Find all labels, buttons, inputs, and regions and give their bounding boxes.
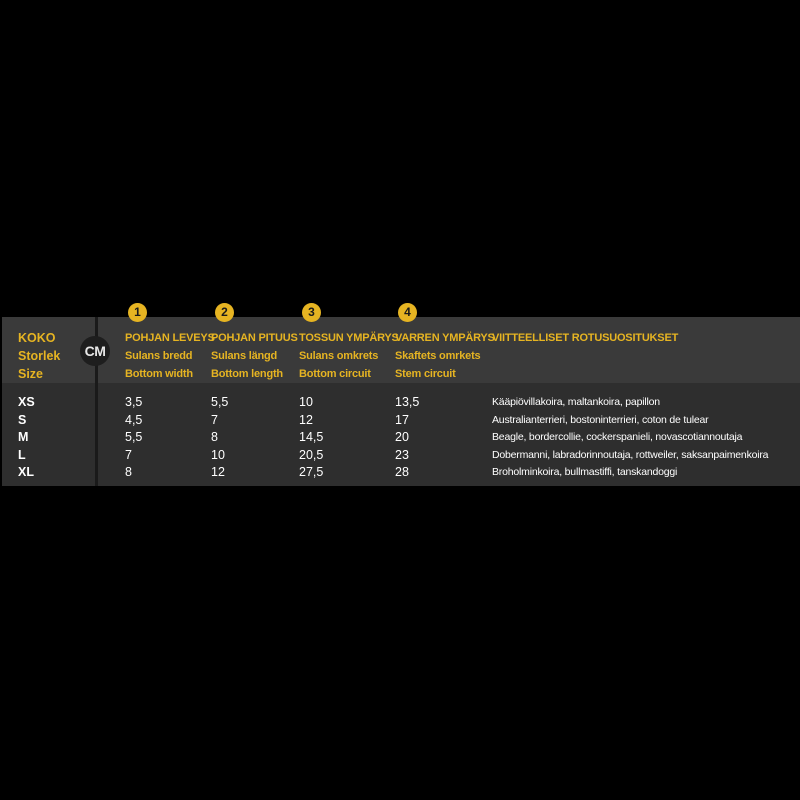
column-header-en: Bottom width xyxy=(125,368,193,380)
table-cell: 8 xyxy=(125,465,132,479)
column-header-stem-circuit xyxy=(395,329,495,383)
table-cell: 12 xyxy=(299,412,313,427)
table-cell: 5,5 xyxy=(211,395,229,409)
column-number-badge-3: 3 xyxy=(302,303,321,322)
size-header xyxy=(18,329,60,383)
table-cell: 3,5 xyxy=(125,395,143,409)
table-cell: 17 xyxy=(395,412,409,427)
column-header-fi: TOSSUN YMPÄRYS xyxy=(299,332,399,344)
column-header-en: Bottom length xyxy=(211,368,283,380)
size-header-en: Size xyxy=(18,367,44,381)
size-label: L xyxy=(18,447,26,462)
column-header-bottom-length xyxy=(211,329,298,383)
column-header-sv: Sulans längd xyxy=(211,350,278,362)
size-label: S xyxy=(18,412,27,427)
table-cell: 27,5 xyxy=(299,465,324,479)
table-cell: 10 xyxy=(211,447,225,462)
bottom-width-values xyxy=(125,394,142,482)
size-label: XL xyxy=(18,465,34,479)
table-cell: 5,5 xyxy=(125,430,143,444)
table-cell: 4,5 xyxy=(125,412,143,427)
stem-circuit-values xyxy=(395,394,419,482)
column-header-bottom-width xyxy=(125,329,215,383)
size-label: M xyxy=(18,430,29,444)
table-cell: 20 xyxy=(395,430,409,444)
breed-list: Dobermanni, labradorinnoutaja, rottweiler, saksanpaimenkoira xyxy=(492,448,769,461)
column-header-fi: VARREN YMPÄRYS xyxy=(395,332,495,344)
table-cell: 10 xyxy=(299,395,313,409)
bottom-circuit-values xyxy=(299,394,323,482)
table-cell: 7 xyxy=(211,412,218,427)
breed-recommendations-header: VIITTEELLISET ROTUSUOSITUKSET xyxy=(492,332,679,344)
bottom-length-values xyxy=(211,394,228,482)
column-number-badge-4: 4 xyxy=(398,303,417,322)
table-cell: 8 xyxy=(211,430,218,444)
column-header-sv: Sulans bredd xyxy=(125,350,193,362)
breed-list: Broholminkoira, bullmastiffi, tanskandoggi xyxy=(492,466,678,478)
column-header-en: Stem circuit xyxy=(395,368,456,380)
column-header-en: Bottom circuit xyxy=(299,368,371,380)
column-header-sv: Sulans omkrets xyxy=(299,350,379,362)
column-header-sv: Skaftets omrkets xyxy=(395,350,481,362)
table-cell: 20,5 xyxy=(299,447,324,462)
breed-list: Beagle, bordercollie, cockerspanieli, novascotiannoutaja xyxy=(492,431,743,443)
column-header-fi: POHJAN PITUUS xyxy=(211,332,298,344)
column-number-badge-2: 2 xyxy=(215,303,234,322)
breed-recommendations-column xyxy=(492,394,768,482)
cm-unit-badge: CM xyxy=(80,336,110,366)
column-header-fi: POHJAN LEVEYS xyxy=(125,332,215,344)
table-cell: 14,5 xyxy=(299,430,324,444)
table-cell: 12 xyxy=(211,465,225,479)
breed-list: Kääpiövillakoira, maltankoira, papillon xyxy=(492,396,660,408)
column-header-bottom-circuit xyxy=(299,329,399,383)
size-labels-column xyxy=(18,394,35,482)
table-cell: 7 xyxy=(125,447,132,462)
breed-list: Australianterrieri, bostoninterrieri, coton de tulear xyxy=(492,413,709,426)
size-header-fi: KOKO xyxy=(18,331,56,345)
column-number-badge-1: 1 xyxy=(128,303,147,322)
size-header-sv: Storlek xyxy=(18,349,61,363)
table-cell: 13,5 xyxy=(395,395,420,409)
size-label: XS xyxy=(18,395,35,409)
table-cell: 23 xyxy=(395,447,409,462)
table-cell: 28 xyxy=(395,465,409,479)
